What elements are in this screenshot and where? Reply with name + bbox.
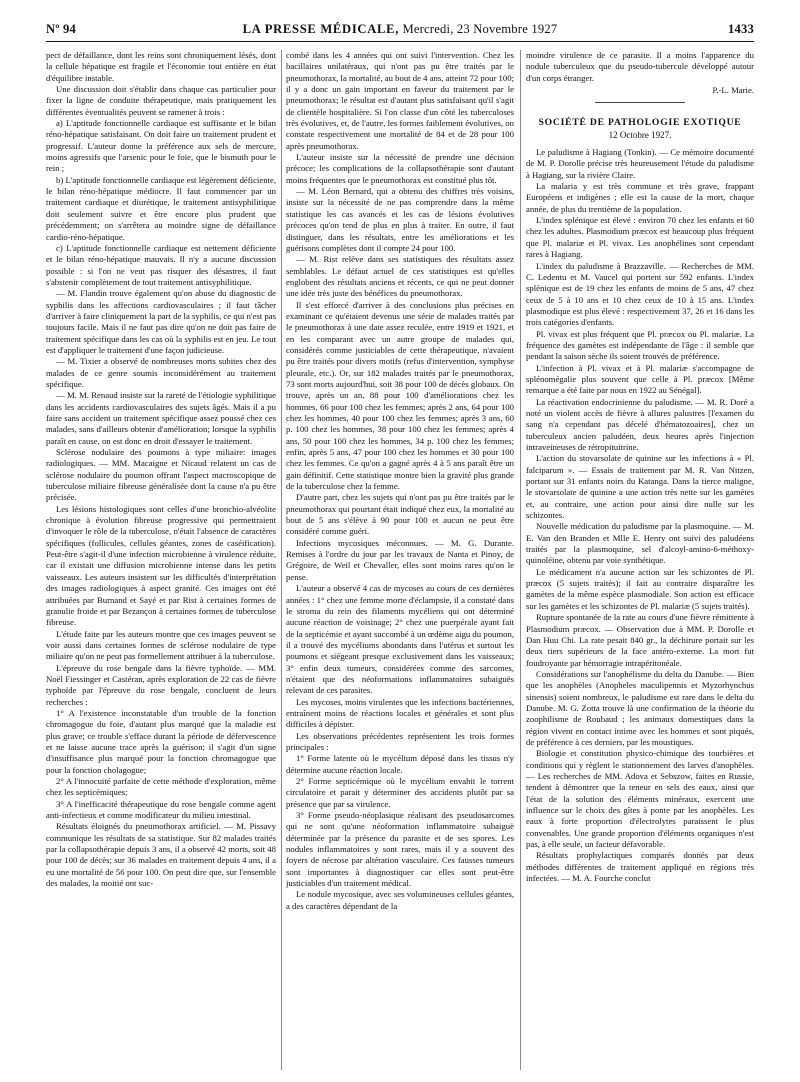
paragraph: — M. Léon Bernard, qui a obtenu des chiffres très voisins, insiste sur la nécessité de ne pas comprendre dans la même statistique les cas avancés et les cas de lésions évolutives précoces qu'on tend de plus en plus à traiter. En outre, il faut distinguer, dans les résultats, entre les améliorations et les guérisons complètes dont il compte 24 pour 100.	[286, 186, 514, 253]
paragraph: Les observations précédentes représentent les trois formes principales :	[286, 730, 514, 752]
paragraph: Nouvelle médication du paludisme par la plasmoquine. — M. E. Van den Branden et Mlle E. Henry ont suivi des paludéens traités par la plasmoquine, sel d'alcoyl-amino-6-méthoxy-quinoléine, obtenu par voie synthétique.	[526, 521, 754, 566]
page-number: 1433	[728, 22, 754, 36]
paragraph: L'auteur insiste sur la nécessité de prendre une décision précoce; les complications de la collapsothérapie sont d'autant moins fréquentes que le pneumothorax est constitué plus tôt.	[286, 152, 514, 185]
running-title	[46, 22, 754, 37]
column-divider	[520, 50, 521, 1070]
paragraph: Les lésions histologiques sont celles d'une bronchio-alvéolite chronique à évolution fibreuse progressive qui permettraient d'invoquer le rôle de la tuberculose, n'était l'absence de caractères spécifiques (follicules, cellules géantes, zones de caséification). Peut-être s'agit-il d'une infection microbienne à virulence réduite, car il existait une diffusion microbienne intense dans les petits vaisseaux. Les auteurs insistent sur les difficultés d'interprétation des images radiologiques à aspect granité. Ces images ont été attribuées par Burnand et Sayé et par Rist à certaines formes de granulie froide et par Bezançon à certaines formes de tuberculose fibreuse.	[46, 503, 276, 628]
paragraph: L'index splénique est élevé : environ 70 chez les enfants et 60 chez les adultes. Plasmodium præcox est beaucoup plus fréquent que Pl. malariæ et Pl. vivax. Les anophélines sont cependant rares à Hagiang.	[526, 215, 754, 260]
paragraph: L'action du stovarsolate de quinine sur les infections à « Pl. falciparum ». — Essais de traitement par M. R. Van Nitzen, portant sur 31 enfants noirs du Katanga. Dans la tierce maligne, le stovarsolate de quinine a une action très nette sur les gamètes et, au contraire, une action pour ainsi dire nulle sur les schizontes.	[526, 453, 754, 521]
paragraph: 1° Forme latente où le mycélium déposé dans les tissus n'y détermine aucune réaction locale.	[286, 753, 514, 775]
journal-name: LA PRESSE MÉDICALE,	[242, 22, 400, 36]
column-right-continuation	[526, 50, 754, 84]
paragraph: — M. M. Renaud insiste sur la rareté de l'étiologie syphilitique dans les accidents cardiovasculaires des sujets âgés. Mais il a pu faire sans accident un traitement spécifique assez poussé chez ces malades, sans d'ailleurs obtenir d'amélioration; lorsque la syphilis paraît en cause, on est donc en droit d'essayer le traitement.	[46, 390, 276, 446]
paragraph: Pl. vivax est plus fréquent que Pl. præcox ou Pl. malariæ. La fréquence des gamètes est indépendante de l'âge : il semble que pendant la saison sèche ils soient trouvés de préférence.	[526, 328, 754, 362]
paragraph: La réactivation endocrinienne du paludisme. — M. R. Doré a noté un violent accès de fièvre à allures palustres [l'examen du sang n'a cependant pas décelé d'hématozoaires], chez un tuberculeux ancien paludéen, deux heures après l'injection intraveineuses de rétropituitrine.	[526, 396, 754, 452]
paragraph: Les mycoses, moins virulentes que les infections bactériennes, entraînent moins de réactions locales et générales et sont plus difficiles à dépister.	[286, 696, 514, 730]
paragraph: 3° A l'inefficacité thérapeutique du rose bengale comme agent anti-infectieux et comme modificateur du milieu intestinal.	[46, 798, 276, 821]
paragraph: Il s'est efforcé d'arriver à des conclusions plus précises en examinant ce qu'étaient devenus une série de malades traités par le pneumothorax à une date assez reculée, entre 1919 et 1921, et en les comparant avec un autre groupe de malades qui, considérés comme justiciables de cette thérapeutique, n'avaient pu être traités pour divers motifs (refus d'intervention, symphyse pleurale, etc.). Or, sur 182 malades traités par le pneumothorax, 73 sont morts aujourd'hui, soit 38 pour 100 de décès globaux. On trouve, après un an, 88 pour 100 d'améliorations chez les hommes, 66 pour 100 chez les femmes; après 2 ans, 64 pour 100 chez les hommes, 40 pour 100 chez les femmes; après 3 ans, 60 p. 100 chez les hommes, 38 pour 100 chez les femmes; après 4 ans, 50 pour 100 chez les hommes, 34 p. 100 chez les femmes; enfin, après 5 ans, 47 pour 100 chez les hommes et 30 pour 100 chez les femmes. Ce qu'on a gagné après 4 à 5 ans paraît être un gain définitif. Cette statistique montre bien la gravité plus grande de la tuberculose chez la femme.	[286, 299, 514, 492]
paragraph: La malaria y est très commune et très grave, frappant Européens et indigènes ; elle est la cause de la mort, chaque année, de plus du trentième de la population.	[526, 181, 754, 214]
paragraph: combé dans les 4 années qui ont suivi l'intervention. Chez les bacillaires unilatéraux, qui n'ont pas pu être traités par le pneumothorax, la mortalité, au bout de 4 ans, atteint 72 pour 100; il y a donc un gain important en faveur du traitement par le pneumothorax; le résultat est d'autant plus satisfaisant qu'il s'agit de clientèle hospitalière. Si l'on classe d'un côté les tuberculoses très évolutives, et, de l'autre, les formes faiblement évolutives, on constate respectivement une mortalité de 84 et de 28 pour 100 après pneumothorax.	[286, 50, 514, 151]
society-date: 12 Octobre 1927.	[608, 129, 672, 140]
header-rule	[46, 41, 754, 42]
paragraph: 2° A l'innocuité parfaite de cette méthode d'exploration, même chez les septicémiques;	[46, 776, 276, 798]
paragraph: b) L'aptitude fonctionnelle cardiaque est légèrement déficiente, le bilan réno-hépatique médiocre. Il faut commencer par un traitement cardiaque et diurétique, le traitement antisyphilitique doit seulement suivre et être encore plus prudent que précédemment; on s'arrêtera au moindre signe de défaillance cardio-réno-hépatique.	[46, 174, 276, 242]
paragraph: Infections mycosiques méconnues. — M. G. Durante. Remises à l'ordre du jour par les travaux de Nanta et Pinoy, de Grégoire, de Weil et Chevaller, elles sont moins rares qu'on le pense.	[286, 537, 514, 582]
paragraph: 2° Forme septicémique où le mycélium envahit le torrent circulatoire et parait y déterminer des accidents plutôt par sa présence que par sa virulence.	[286, 776, 514, 809]
paragraph: Résultats éloignés du pneumothorax artificiel. — M. Pissavy communique les résultats de sa statistique. Sur 82 malades traités par la collapsothérapie depuis 3 ans, il a observé 42 morts, soit 48 pour 100 de décès; sur 36 malades en traitement depuis 4 ans, il a eu une mortalité de 56 pour 100. On peut dire que, sur l'ensemble des malades, la moitié ont suc-	[46, 821, 276, 889]
paragraph: Rupture spontanée de la rate au cours d'une fièvre rémittente à Plasmodium præcox. — Observation due à MM. P. Dorolle et Dan Huu Chi. La rate pesait 840 gr., la déchirure portait sur les deux tiers supérieurs de la face antéro-externe. La mort fut foudroyante par hémorragie intrapéritonéale.	[526, 612, 754, 668]
paragraph: L'index du paludisme à Brazzaville. — Recherches de MM. C. Ledentu et M. Vaucel qui portent sur 592 enfants. L'index splénique est de 19 chez les enfants de moins de 5 ans, 47 chez ceux de 5 à 10 ans et 10 chez ceux de 10 à 15 ans. L'index plasmodique est plus élevé : respectivement 37, 26 et 16 dans les trois catégories d'enfants.	[526, 260, 754, 328]
paragraph: moindre virulence de ce parasite. Il a moins l'apparence du nodule tuberculeux que du pseudo-tubercule développé autour d'un corps étranger.	[526, 50, 754, 83]
paragraph: Biologie et constitution physico-chimique des tourbières et conditions qui y règlent le stationnement des larves d'anophèles. — Les recherches de MM. Adova et Sebszow, faites en Russie, tendent à démontrer que la teneur en sels des eaux, ainsi que l'état de la solution des éléments minéraux, exercent une influence sur le choix des gîtes à ponte par les anophèles. Les eaux à forte proportion d'électrolytes paraissent le plus convenables. Une grande proportion d'éléments organiques n'est pas, à elle seule, un facteur défavorable.	[526, 748, 754, 850]
society-heading: SOCIÉTÉ DE PATHOLOGIE EXOTIQUE	[538, 117, 742, 129]
column-middle	[286, 50, 514, 1074]
section-separator	[595, 102, 685, 103]
paragraph: L'auteur a observé 4 cas de mycoses au cours de ces dernières années : 1° chez une femme morte d'éclampsie, il a constaté dans le stroma du rein des filaments mycéliens qui ont déterminé aucune réaction de voisinage; 2° chez une puerpérale ayant fait de la septicémie et ayant succombé à un œdème aigu du poumon, il a trouvé des mycéliums abondants dans l'utérus et surtout les poumons et siégeant presque exclusivement dans les vaisseaux; 3° enfin deux tumeurs, considérées comme des sarcomes, n'étaient que des néoformations inflammatoires subaiguës relevant de ces parasites.	[286, 583, 514, 696]
paragraph: — M. Flandin trouve également qu'on abuse du diagnostic de syphilis dans les affections cardiovasculaires ; il faut tâcher d'arriver à faire cliniquement la part de la syphilis, ce qui n'est pas toujours facile. Mais il ne faut pas dire qu'on ne doit pas faire de traitement spécifique dans les cas où la syphilis est en jeu. Le tout est d'appliquer le traitement d'une façon judicieuse.	[46, 288, 276, 355]
paragraph: D'autre part, chez les sujets qui n'ont pas pu être traités par le pneumothorax qui pourtant était indiqué chez eux, la mortalité au bout de 5 ans s'élève à 90 pour 100 et aucun ne peut être considéré comme guéri.	[286, 492, 514, 537]
paragraph: L'infection à Pl. vivax et à Pl. malariæ s'accompagne de splénomégalie plus souvent que celle à Pl. præcox [Même remarque a été faite par nous en 1922 au Sénégal].	[526, 362, 754, 396]
paragraph: — M. Tixier a observé de nombreuses morts subites chez des malades de ce genre soumis inconsidérément au traitement spécifique.	[46, 356, 276, 389]
paragraph: 3° Forme pseudo-néoplasique réalisant des pseudosarcomes qui ne sont qu'une néoformation inflammatoire subaiguë déterminée par la présence du parasite et de ses spores. Les nodules inflammatoires y sont rares, mais il y a souvent des foyers de nécrose par altération vasculaire. Ces fausses tumeurs sont importantes à diagnostiquer car elles sont peut-être justiciables d'un traitement médical.	[286, 810, 514, 889]
column-right	[526, 50, 754, 1074]
author-signature: P.-L. Marie.	[712, 85, 754, 96]
paragraph: Le médicament n'a aucune action sur les schizontes de Pl. præcox (5 sujets traités); il fait au contraire disparaître les gamètes de la même espèce plasmodiale. Son action est efficace sur les gamètes et les schizontes de Pl. malariæ (5 sujets traités).	[526, 566, 754, 611]
column-left	[46, 50, 276, 1074]
issue-date: Mercredi, 23 Novembre 1927	[402, 22, 558, 36]
paragraph: pect de défaillance, dont les reins sont chroniquement lésés, dont la cellule hépatique est fragile et l'économie tout entière en état d'équilibre instable.	[46, 50, 276, 83]
paragraph: Considérations sur l'anophélisme du delta du Danube. — Bien que les anophèles (Anopheles maculipennis et Myzorhynchus sinensis) soient nombreux, le paludisme est rare dans le delta du Danube. M. G. Zotta trouve là une confirmation de la théorie du zoophilisme de Roubaud ; les animaux domestiques dans la région vivent en contact intime avec les hommes et sont piqués, de préférence à ces derniers, par les moustiques.	[526, 668, 754, 747]
paragraph: — M. Rist relève dans ses statistiques des résultats assez semblables. Le défaut actuel de ces statistiques est qu'elles englobent des résultats anciens et récents, ce qui ne peut donner une idée très juste des bénéfices du pneumothorax.	[286, 254, 514, 299]
page-header	[46, 22, 754, 40]
paragraph: c) L'aptitude fonctionnelle cardiaque est nettement déficiente et le bilan réno-hépatique mauvais. Il n'y a aucune discussion possible : si l'on ne veut pas risquer des désastres, il faut s'abstenir complètement de tout traitement antisyphilitique.	[46, 242, 276, 287]
paragraph: Le paludisme à Hagiang (Tonkin). — Ce mémoire documenté de M. P. Dorolle précise très heureusement l'étude du paludisme à Hagiang, sur la rivière Claire.	[526, 147, 754, 180]
paragraph: Une discussion doit s'établir dans chaque cas particulier pour fixer la ligne de conduite thérapeutique, mais pratiquement les différentes éventualités peuvent se ramener à trois :	[46, 84, 276, 117]
paragraph: L'épreuve du rose bengale dans la fièvre typhoïde. — MM. Noël Fiessinger et Castéran, après exploration de 22 cas de fièvre typhoïde par l'épreuve du rose bengale, concluent de leurs recherches :	[46, 662, 276, 707]
issue-number: Nº 94	[46, 22, 76, 36]
paragraph: a) L'aptitude fonctionnelle cardiaque est suffisante et le bilan réno-hépatique satisfaisant. On doit faire un traitement prudent et progressif. L'auteur donne la préférence aux sels de mercure, moins agressifs que l'arsenic pour le foie, que le bismuth pour le rein ;	[46, 118, 276, 174]
society-abstracts	[526, 147, 754, 884]
paragraph: Sclérose nodulaire des poumons à type miliaire: images radiologiques. — MM. Macaigne et Nicaud relatent un cas de sclérose nodulaire du poumon offrant l'aspect macroscopique de tuberculose miliaire fibreuse généralisée dont la cause n'a pu être précisée.	[46, 447, 276, 503]
paragraph: Le nodule mycosique, avec ses volumineuses cellules géantes, a des caractères dépendant de la	[286, 889, 514, 911]
paragraph: L'étude faite par les auteurs montre que ces images peuvent se voir aussi dans certaines formes de sclérose nodulaire de type miliaire qu'on ne peut pas formellement attribuer à la tuberculose.	[46, 628, 276, 662]
paragraph: 1° A l'existence inconstatable d'un trouble de la fonction chromagogue du foie, d'autant plus marqué que la maladie est plus grave; ce trouble s'efface durant la période de défervescence et ne laisse aucune trace après la guérison; il s'agit d'un signe d'insuffisance plus marqué pour la fonction chromagogue que pour la fonction cholagogue;	[46, 707, 276, 775]
paragraph: Résultats prophylactiques comparés donnés par deux méthodes différentes de traitement appliqué en régions très infectées. — M. A. Fourche conclut	[526, 850, 754, 884]
column-divider	[281, 50, 282, 1070]
